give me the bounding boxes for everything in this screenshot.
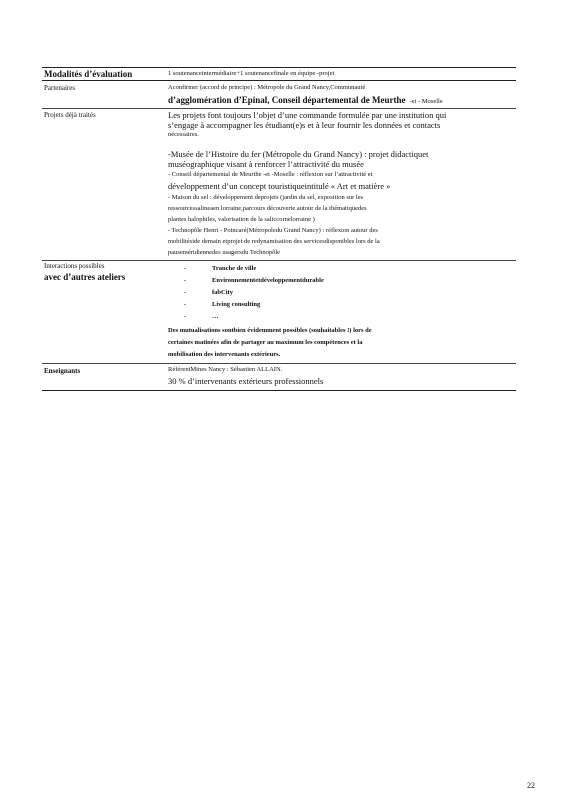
label-interactions-2: avec d’autres ateliers — [44, 272, 126, 282]
course-info-table — [42, 67, 516, 391]
projet-sel-b: ressourcessalineaen lorraine,parcours découverte autour de la thématiquedes — [168, 205, 367, 212]
page-number: 22 — [527, 781, 535, 790]
partenaires-line1: Aconfirmer (accord de principe) : Métropole du Grand Nancy,Communauté — [168, 84, 366, 91]
label-interactions-1: Interactions possibles — [44, 262, 105, 270]
label-enseignants: Enseignants — [44, 367, 81, 375]
label-projets: Projets déjà traités — [44, 111, 96, 119]
row-projets — [42, 109, 516, 261]
projets-intro-3: nécessaires. — [168, 131, 199, 138]
projet-sel-c: plantes halophiles, valorisation de la saliccornelorraine ) — [168, 216, 315, 223]
atelier-item: - fabCity — [184, 289, 233, 296]
projet-musee-b: muséographique visant à renforcer l’attractivité du musée — [168, 159, 364, 169]
projet-conseil-a: - Conseil départemental de Meurthe -et -Moselle : réflexion sur l’attractivité et — [168, 171, 373, 178]
projet-musee-a: -Musée de l’Histoire du fer (Métropole du Grand Nancy) : projet didactiquet — [168, 149, 429, 159]
row-partenaires — [42, 81, 516, 109]
projet-sel-a: - Maison du sel : développement deprojets (jardin du sel, exposition sur les — [168, 194, 364, 201]
atelier-list — [168, 263, 514, 323]
atelier-item: - Environnementetdéveloppementdurable — [184, 277, 324, 284]
label-evaluation: Modalités d’évaluation — [44, 69, 133, 79]
intervenants-exterieurs: 30 % d’intervenants extérieurs professionnels — [168, 376, 324, 386]
mutualisation-note-2: certaines matinées afin de partager au maximum les compétences et la — [168, 339, 363, 346]
projets-intro-1: Les projets font toujours l’objet d’une commande formulée par une institution qui — [168, 110, 447, 120]
row-enseignants — [42, 364, 516, 391]
mutualisation-note-3: mobilisation des intervenants extérieurs. — [168, 351, 281, 358]
projets-intro-2: s’engage à accompagner les étudiant(e)s et à leur fournir les données et contacts — [168, 120, 441, 130]
value-evaluation: 1 soutenanceintermédiaire+1 soutenancefinale en équipe -projet — [168, 70, 335, 77]
projet-techno-a: - Technopôle Henri - Poincaré(Métropoledu Grand Nancy) : réflexion autour des — [168, 227, 378, 234]
projet-conseil-b: développement d’un concept touristiqueintitulé « Art et matière » — [168, 181, 391, 191]
atelier-item: - … — [184, 313, 219, 320]
enseignant-referent: RéférentMines Nancy : Sébastien ALLAIN. — [168, 366, 283, 373]
row-evaluation — [42, 68, 516, 81]
atelier-item: - Living consulting — [184, 301, 261, 308]
label-partenaires: Partenaires — [44, 84, 76, 92]
partenaires-line2-tail: -et - Moselle — [409, 98, 443, 105]
atelier-item: - Tranche de ville — [184, 265, 257, 272]
projet-techno-c: pauseméridiennedes usagersdu Technopôle — [168, 249, 281, 256]
mutualisation-note-1: Des mutualisations sontbien évidemment possibles (souhaitables !) lors de — [168, 327, 372, 334]
projet-techno-b: mobilitéside demain etprojet de redynamisation des servicesdisponibles lors de la — [168, 238, 380, 245]
row-interactions — [42, 261, 516, 364]
partenaires-line2: d’agglomération d’Epinal, Conseil départemental de Meurthe — [168, 95, 406, 105]
